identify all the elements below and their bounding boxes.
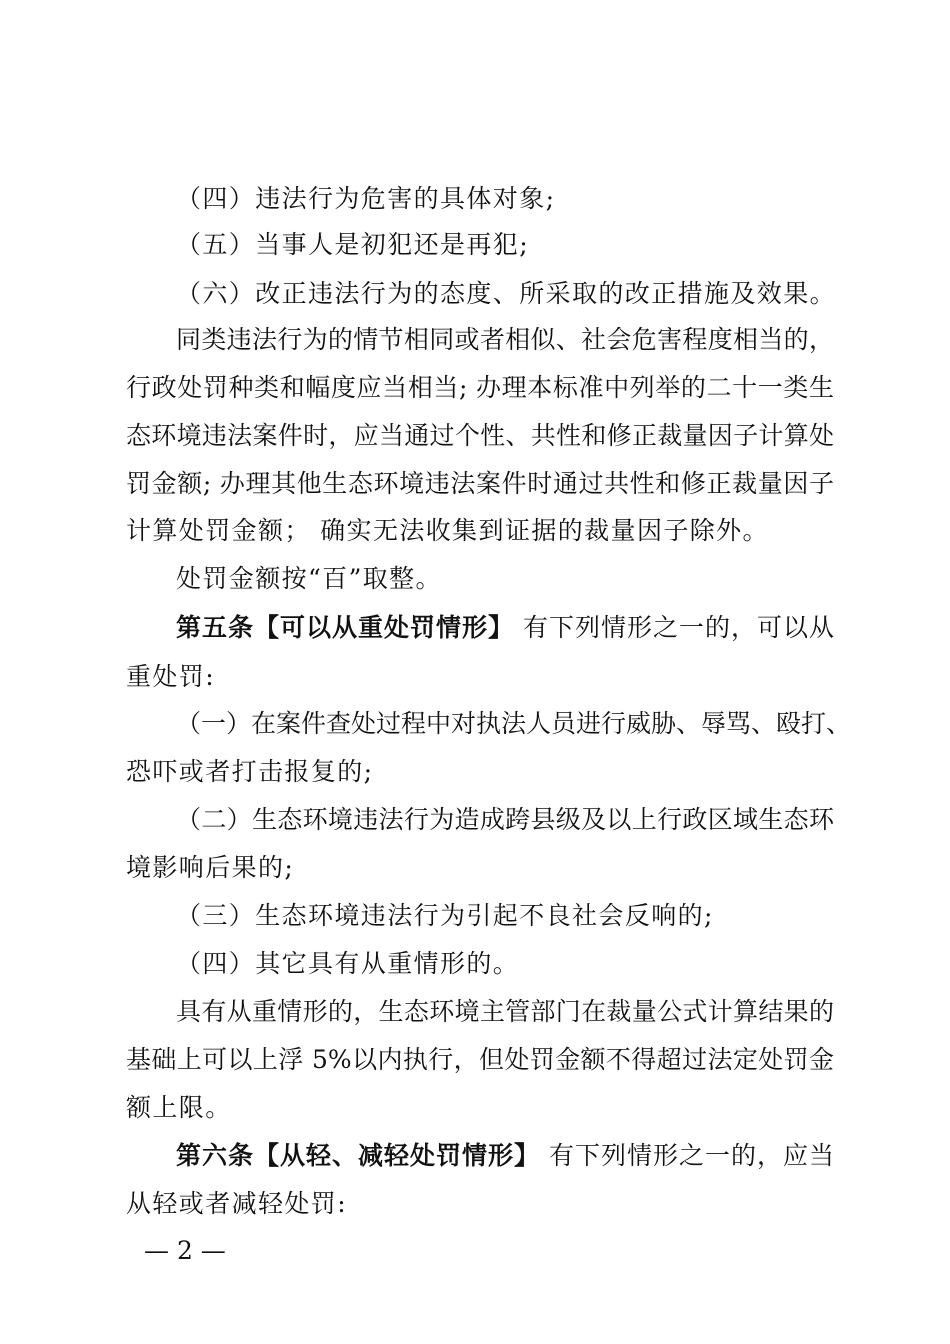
list-item: （五）当事人是初犯还是再犯; xyxy=(176,230,530,259)
paragraph-line: 具有从重情形的，生态环境主管部门在裁量公式计算结果的 xyxy=(176,997,834,1026)
paragraph-line: 额上限。 xyxy=(126,1093,232,1122)
list-item: （一）在案件查处过程中对执法人员进行威胁、辱骂、殴打、 xyxy=(176,709,852,738)
paragraph-line: 计算处罚金额； 确实无法收集到证据的裁量因子除外。 xyxy=(126,516,769,545)
article-five-line xyxy=(176,613,834,643)
list-item: （二）生态环境违法行为造成跨县级及以上行政区域生态环 xyxy=(176,805,834,834)
list-item: （四）其它具有从重情形的。 xyxy=(176,949,520,978)
article-five-text: 有下列情形之一的，可以从 xyxy=(514,613,834,642)
paragraph-line: 重处罚: xyxy=(126,662,216,691)
paragraph-line: 态环境违法案件时，应当通过个性、共性和修正裁量因子计算处 xyxy=(126,421,834,450)
paragraph-line: 行政处罚种类和幅度应当相当; 办理本标准中列举的二十一类生 xyxy=(126,373,834,402)
list-item-continuation: 境影响后果的; xyxy=(126,853,295,882)
paragraph-line: 基础上可以上浮 5%以内执行，但处罚金额不得超过法定处罚金 xyxy=(126,1045,834,1074)
list-item: （四）违法行为危害的具体对象; xyxy=(176,184,556,213)
article-six-line xyxy=(176,1141,834,1171)
paragraph-line: 从轻或者减轻处罚: xyxy=(126,1189,348,1218)
list-item: （三）生态环境违法行为引起不良社会反响的; xyxy=(176,901,714,930)
page-number: — 2 — xyxy=(144,1236,226,1265)
list-item-continuation: 恐吓或者打击报复的; xyxy=(126,757,374,786)
article-six-heading: 第六条【从轻、减轻处罚情形】 xyxy=(176,1141,541,1170)
article-five-heading: 第五条【可以从重处罚情形】 xyxy=(176,613,515,642)
paragraph-line: 罚金额; 办理其他生态环境违法案件时通过共性和修正裁量因子 xyxy=(126,469,834,498)
list-item: （六）改正违法行为的态度、所采取的改正措施及效果。 xyxy=(176,279,837,308)
paragraph-line: 处罚金额按“百”取整。 xyxy=(176,564,442,593)
paragraph-line: 同类违法行为的情节相同或者相似、社会危害程度相当的， xyxy=(176,325,834,354)
article-six-text: 有下列情形之一的，应当 xyxy=(540,1141,834,1170)
